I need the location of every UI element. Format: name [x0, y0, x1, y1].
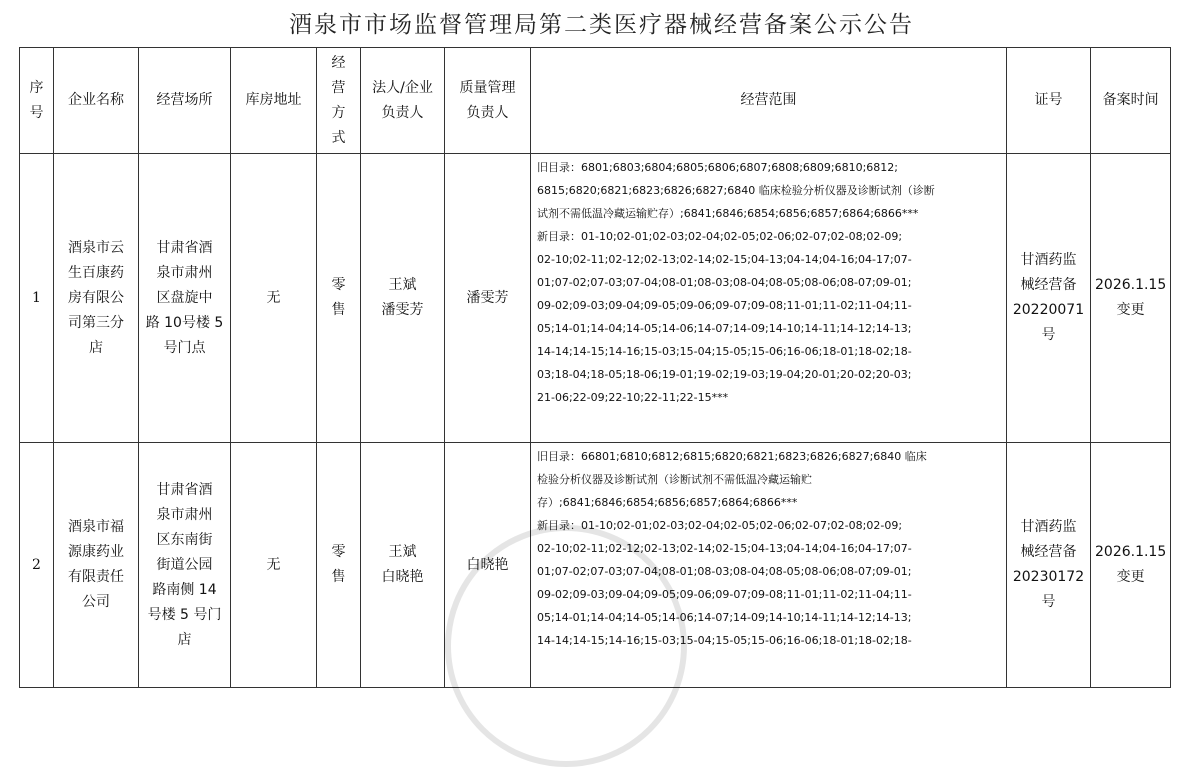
cell-date: 2026.1.15 变更	[1091, 443, 1171, 688]
cell-warehouse: 无	[231, 443, 317, 688]
cell-mode: 零 售	[317, 443, 361, 688]
cell-date: 2026.1.15 变更	[1091, 154, 1171, 443]
cell-company: 酒泉市福 源康药业 有限责任 公司	[54, 443, 139, 688]
cell-cert: 甘酒药监 械经营备 20230172 号	[1007, 443, 1091, 688]
header-scope: 经营范围	[531, 48, 1007, 154]
cell-quality: 白晓艳	[445, 443, 531, 688]
header-company: 企业名称	[54, 48, 139, 154]
header-quality: 质量管理 负责人	[445, 48, 531, 154]
cell-legal: 王斌 潘雯芳	[361, 154, 445, 443]
cell-cert: 甘酒药监 械经营备 20220071 号	[1007, 154, 1091, 443]
cell-seq: 2	[20, 443, 54, 688]
cell-quality: 潘雯芳	[445, 154, 531, 443]
header-date: 备案时间	[1091, 48, 1171, 154]
record-table	[19, 47, 1171, 688]
cell-scope: 旧目录：6801;6803;6804;6805;6806;6807;6808;6809;6810;6812; 6815;6820;6821;6823;6826;6827;6840 临床检验分析仪器及诊断试剂（诊断 试剂不需低温冷藏运输贮存）;6841;6846;6854;6856;6857;6864;6866*** 新目录：01-10;02-01;02-03;02-04;02-05;02-06;02-07;02-08;02-09; 02-10;02-11;02-12;02-13;02-14;02-15;04-13;04-14;04-16;04-17;07- 01;07-02;07-03;07-04;08-01;08-03;08-04;08-05;08-06;08-07;09-01; 09-02;09-03;09-04;09-05;09-06;09-07;09-08;11-01;11-02;11-04;11- 05;14-01;14-04;14-05;14-06;14-07;14-09;14-10;14-11;14-12;14-13; 14-14;14-15;14-16;15-03;15-04;15-05;15-06;16-06;18-01;18-02;18- 03;18-04;18-05;18-06;19-01;19-02;19-03;19-04;20-01;20-02;20-03; 21-06;22-09;22-10;22-11;22-15***	[531, 154, 1007, 443]
cell-place: 甘肃省酒 泉市肃州 区盘旋中 路 10号楼 5 号门点	[139, 154, 231, 443]
cell-mode: 零 售	[317, 154, 361, 443]
header-row	[20, 48, 1171, 154]
cell-scope: 旧目录：66801;6810;6812;6815;6820;6821;6823;6826;6827;6840 临床 检验分析仪器及诊断试剂（诊断试剂不需低温冷藏运输贮 存）;6841;6846;6854;6856;6857;6864;6866*** 新目录：01-10;02-01;02-03;02-04;02-05;02-06;02-07;02-08;02-09; 02-10;02-11;02-12;02-13;02-14;02-15;04-13;04-14;04-16;04-17;07- 01;07-02;07-03;07-04;08-01;08-03;08-04;08-05;08-06;08-07;09-01; 09-02;09-03;09-04;09-05;09-06;09-07;09-08;11-01;11-02;11-04;11- 05;14-01;14-04;14-05;14-06;14-07;14-09;14-10;14-11;14-12;14-13; 14-14;14-15;14-16;15-03;15-04;15-05;15-06;16-06;18-01;18-02;18-	[531, 443, 1007, 688]
cell-seq: 1	[20, 154, 54, 443]
header-warehouse: 库房地址	[231, 48, 317, 154]
header-cert: 证号	[1007, 48, 1091, 154]
table-row	[20, 443, 1171, 688]
page-title: 酒泉市市场监督管理局第二类医疗器械经营备案公示公告	[289, 12, 914, 38]
table-row	[20, 154, 1171, 443]
cell-place: 甘肃省酒 泉市肃州 区东南街 街道公园 路南侧 14 号楼 5 号门 店	[139, 443, 231, 688]
header-seq: 序 号	[20, 48, 54, 154]
cell-legal: 王斌 白晓艳	[361, 443, 445, 688]
cell-warehouse: 无	[231, 154, 317, 443]
header-mode: 经 营 方 式	[317, 48, 361, 154]
cell-company: 酒泉市云 生百康药 房有限公 司第三分 店	[54, 154, 139, 443]
header-place: 经营场所	[139, 48, 231, 154]
header-legal: 法人/企业 负责人	[361, 48, 445, 154]
